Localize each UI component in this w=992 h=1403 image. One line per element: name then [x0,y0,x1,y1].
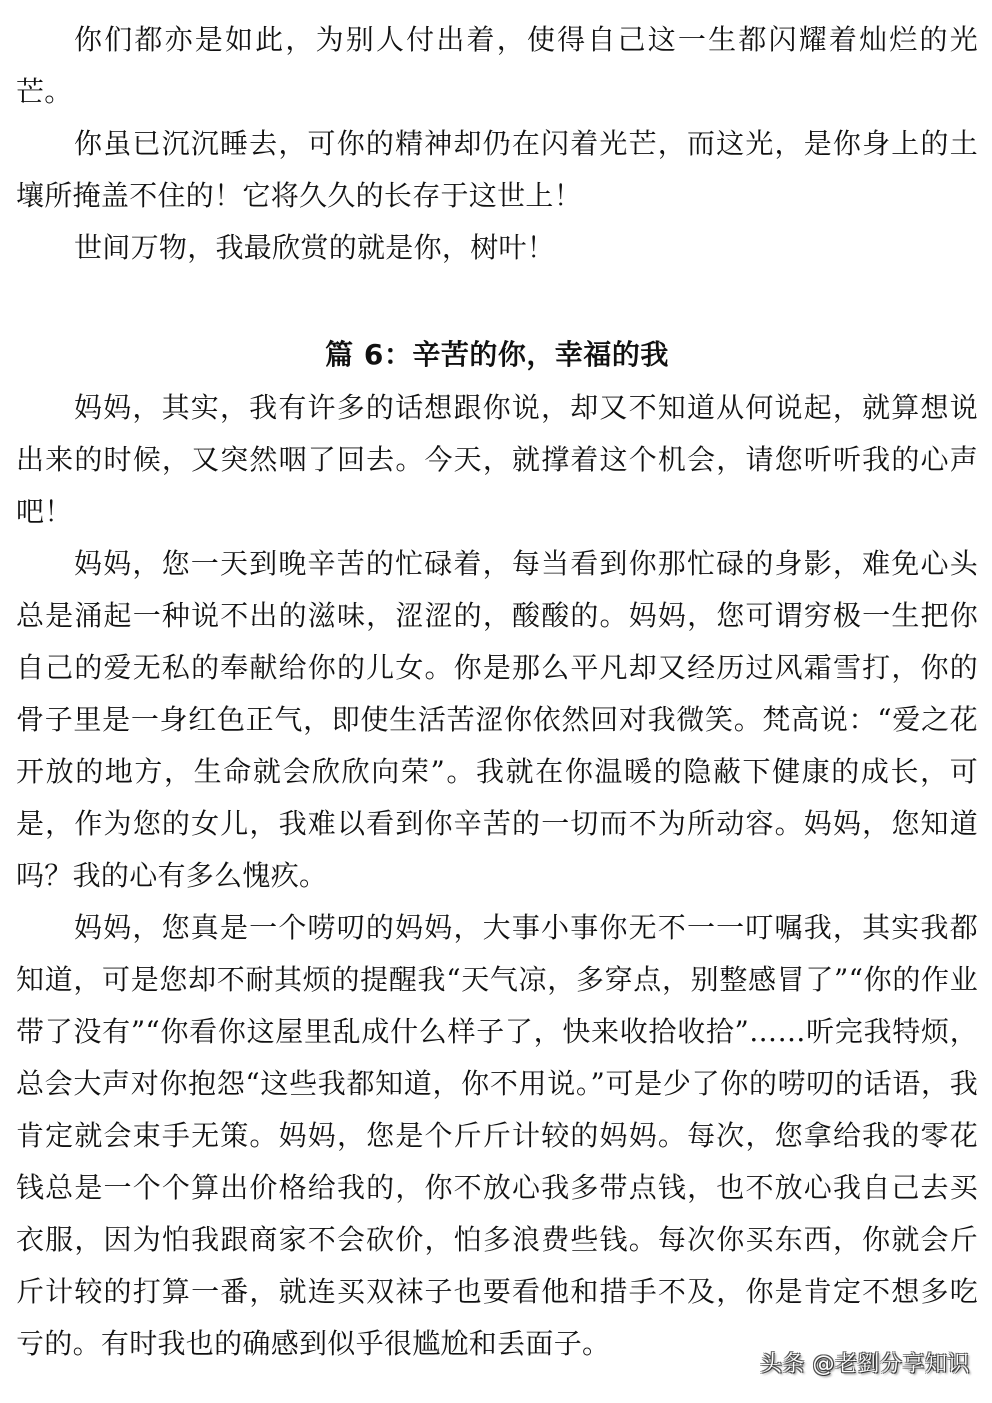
paragraph: 妈妈，您真是一个唠叨的妈妈，大事小事你无不一一叮嘱我，其实我都知道，可是您却不耐其烦的提醒我“天气凉，多穿点，别整感冒了”“你的作业带了没有”“你看你这屋里乱成什么样子了，快来收拾收拾”……听完我特烦，总会大声对你抱怨“这些我都知道，你不用说。”可是少了你的唠叨的话语，我肯定就会束手无策。妈妈，您是个斤斤计较的妈妈。每次，您拿给我的零花钱总是一个个算出价格给我的，你不放心我多带点钱，也不放心我自己去买衣服，因为怕我跟商家不会砍价，怕多浪费些钱。每次你买东西，你就会斤斤计较的打算一番，就连买双袜子也要看他和措手不及，你是肯定不想多吃亏的。有时我也的确感到似乎很尴尬和丢面子。 [16,911,978,1360]
paragraph: 你虽已沉沉睡去，可你的精神却仍在闪着光芒，而这光，是你身上的土壤所掩盖不住的！它将久久的长存于这世上！ [16,127,978,212]
document-page [16,14,978,1370]
paragraph: 你们都亦是如此，为别人付出着，使得自己这一生都闪耀着灿烂的光芒。 [16,23,978,108]
paragraph: 世间万物，我最欣赏的就是你，树叶！ [74,231,556,264]
watermark-text: 头条 @老劉分享知识 [760,1352,970,1377]
paragraph: 妈妈，其实，我有许多的话想跟你说，却又不知道从何说起，就算想说出来的时候，又突然咽了回去。今天，就撑着这个机会，请您听听我的心声吧！ [16,391,978,528]
section-title: 篇 6：辛苦的你，幸福的我 [325,338,669,371]
paragraph: 妈妈，您一天到晚辛苦的忙碌着，每当看到你那忙碌的身影，难免心头总是涌起一种说不出的滋味，涩涩的，酸酸的。妈妈，您可谓穷极一生把你自己的爱无私的奉献给你的儿女。你是那么平凡却又经历过风霜雪打，你的骨子里是一身红色正气，即使生活苦涩你依然回对我微笑。梵高说：“爱之花开放的地方，生命就会欣欣向荣”。我就在你温暖的隐蔽下健康的成长，可是，作为您的女儿，我难以看到你辛苦的一切而不为所动容。妈妈，您知道吗？我的心有多么愧疚。 [16,547,978,892]
